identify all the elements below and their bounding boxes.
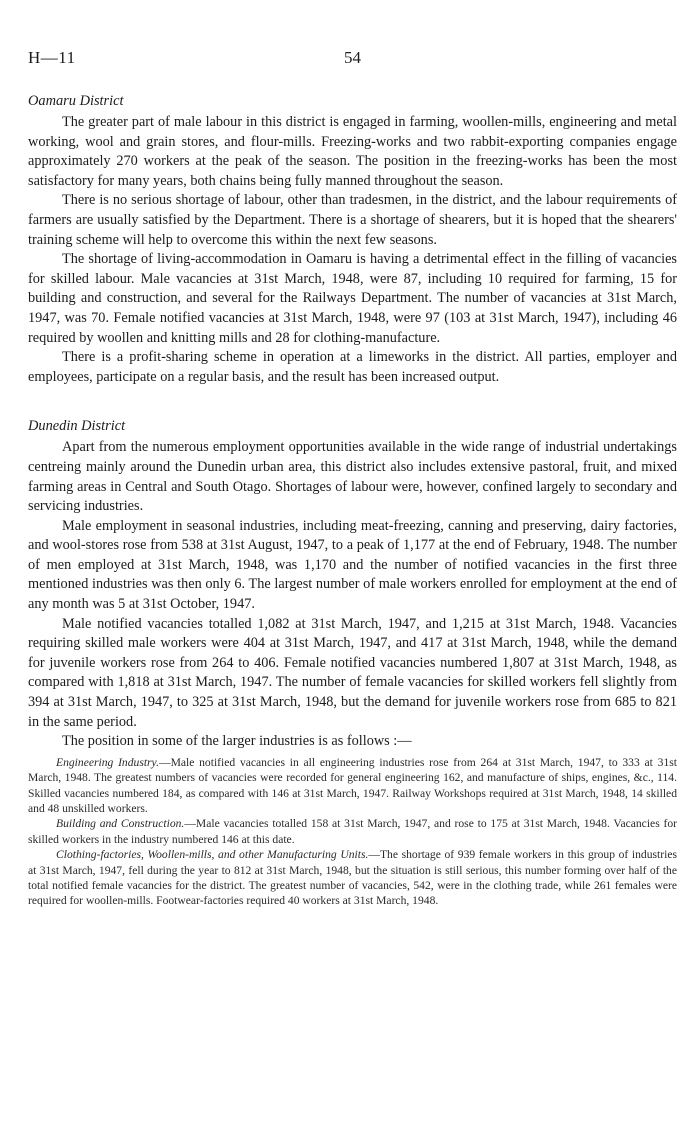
paragraph: The greater part of male labour in this district is engaged in farming, woollen-mills, engineering and metal working, wool and grain stores, and flour-mills. Freezing-works and two rabbit-exporting companies engage approximately 270 workers at the peak of the season. The position in the freezing-works has been the most satisfactory for many years, both chains being fully manned throughout the season. — [28, 114, 677, 189]
industry-heading: Building and Construction. — [56, 817, 185, 831]
section-title: Oamaru District — [28, 93, 124, 109]
industry-text: —The shortage of 939 female workers in this group of industries at 31st March, 1947, fell during the year to 812 at 31st March, 1948, but the situation is still serious, this number forming over half of the total notified female vacancies for the district. The greatest number of vacancies, 542, were in the clothing trade, while 261 females were required for woollen-mills. Footwear-factories required 40 workers at 31st March, 1948. — [28, 848, 677, 908]
industry-paragraph — [28, 816, 677, 847]
page-header — [28, 48, 677, 72]
industry-details — [28, 755, 677, 909]
paragraph: There is a profit-sharing scheme in operation at a limeworks in the district. All parties, employer and employees, participate on a regular basis, and the result has been increased output. — [28, 349, 677, 385]
industry-heading: Clothing-factories, Woollen-mills, and other Manufacturing Units. — [56, 848, 369, 862]
industry-heading: Engineering Industry. — [56, 755, 159, 769]
paragraph: Apart from the numerous employment opportunities available in the wide range of industrial undertakings centreing mainly around the Dunedin urban area, this district also includes extensive pastoral, fruit, and mixed farming areas in Central and South Otago. Shortages of labour were, however, confined largely to secondary and servicing industries. — [28, 439, 677, 515]
page-number: 54 — [344, 48, 361, 67]
section-dunedin — [28, 417, 677, 909]
industry-paragraph — [28, 847, 677, 909]
industry-paragraph — [28, 755, 677, 817]
paragraph: The shortage of living-accommodation in Oamaru is having a detrimental effect in the filling of vacancies for skilled labour. Male vacancies at 31st March, 1948, were 87, including 10 required for farming, 15 for building and construction, and several for the Railways Department. The number of vacancies at 31st March, 1947, was 70. Female notified vacancies at 31st March, 1948, were 97 (103 at 31st March, 1947), including 46 required by woollen and knitting mills and 28 for clothing-manufacture. — [28, 251, 677, 346]
section-oamaru — [28, 92, 677, 387]
industry-text: —Male notified vacancies in all engineering industries rose from 264 at 31st March, 1947, to 333 at 31st March, 1948. The greatest numbers of vacancies were recorded for general engineering 162, and manufacture of ships, engines, &c., 114. Skilled vacancies numbered 184, as compared with 146 at 31st March, 1947. Railway Workshops required at 31st March, 1948, 14 skilled and 48 unskilled workers. — [28, 755, 677, 816]
paragraph: The position in some of the larger industries is as follows :— — [62, 733, 412, 750]
paragraph: There is no serious shortage of labour, other than tradesmen, in the district, and the labour requirements of farmers are usually satisfied by the Department. There is a shortage of shearers, but it is hoped that the shearers' training scheme will help to overcome this within the next few seasons. — [28, 192, 677, 248]
paragraph: Male notified vacancies totalled 1,082 at 31st March, 1947, and 1,215 at 31st March, 1948. Vacancies requiring skilled male workers were 404 at 31st March, 1947, and 417 at 31st March, 1948, while the demand for juvenile workers rose from 264 to 406. Female notified vacancies numbered 1,807 at 31st March, 1948, as compared with 1,818 at 31st March, 1947. The number of female vacancies for skilled workers fell slightly from 394 at 31st March, 1947, to 325 at 31st March, 1948, but the demand for juvenile workers rose from 685 to 821 in the same period. — [28, 615, 677, 730]
document-reference: H—11 — [28, 48, 76, 67]
paragraph: Male employment in seasonal industries, including meat-freezing, canning and preserving, dairy factories, and wool-stores rose from 538 at 31st August, 1947, to a peak of 1,177 at the end of February, 1948. The number of men employed at 31st March, 1948, was 1,170 and the number of notified vacancies in the first three mentioned industries was then only 6. The largest number of male workers enrolled for employment at the end of any month was 5 at 31st October, 1947. — [28, 517, 677, 613]
section-title: Dunedin District — [28, 418, 126, 435]
industry-text: —Male vacancies totalled 158 at 31st March, 1947, and rose to 175 at 31st March, 1948. Vacancies for skilled workers in the industry numbered 146 at this date. — [28, 817, 677, 846]
document-page — [28, 48, 677, 909]
